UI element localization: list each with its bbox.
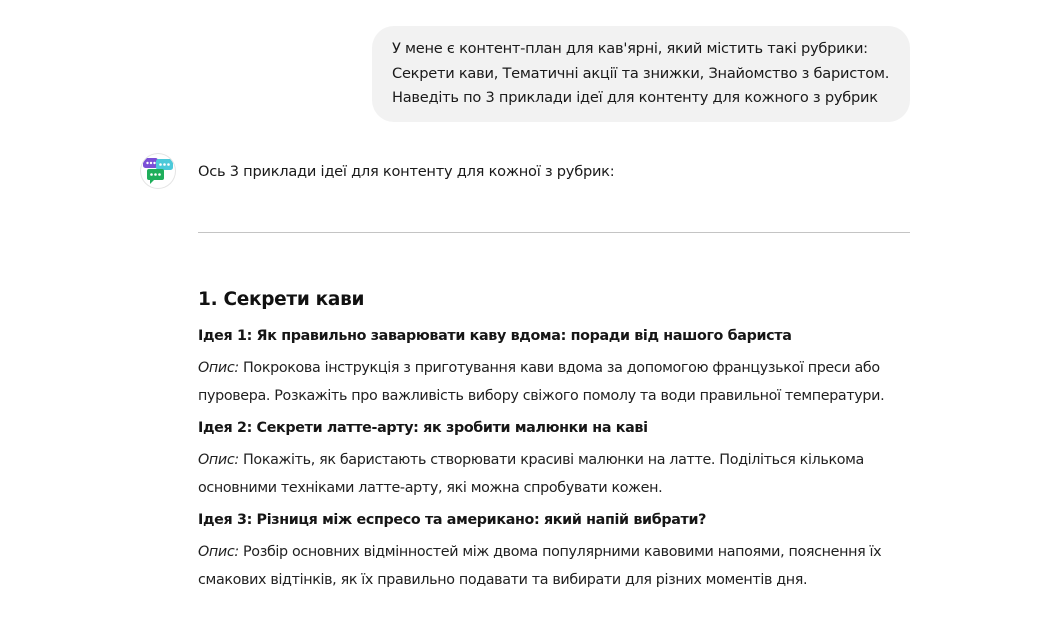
idea-item (198, 326, 910, 410)
idea-description (198, 446, 910, 502)
user-message-line: У мене є контент-план для кав'ярні, який містить такі рубрики: (392, 40, 868, 57)
assistant-intro: Ось 3 приклади ідеї для контенту для кожної з рубрик: (198, 163, 615, 180)
description-text: Покрокова інструкція з приготування кави вдома за допомогою французької преси або (238, 360, 880, 376)
description-text: основними техніками латте-арту, які можна спробувати кожен. (198, 480, 663, 496)
divider (198, 232, 910, 233)
description-label: Опис: (198, 452, 239, 468)
section-title: 1. Секрети кави (198, 289, 365, 310)
description-text: пуровера. Розкажіть про важливість вибору свіжого помолу та води правильної температури. (198, 388, 885, 404)
idea-description (198, 538, 910, 594)
description-text: смакових відтінків, як їх правильно подавати та вибирати для різних моментів дня. (198, 572, 808, 588)
idea-item (198, 510, 910, 594)
description-text: Покажіть, як баристають створювати красиві малюнки на латте. Поділіться кількома (238, 452, 864, 468)
assistant-avatar (141, 154, 175, 188)
description-text: Розбір основних відмінностей між двома популярними кавовими напоями, пояснення їх (238, 544, 882, 560)
description-label: Опис: (198, 360, 239, 376)
idea-description (198, 354, 910, 410)
user-message-line: Наведіть по 3 приклади ідеї для контенту для кожного з рубрик (392, 89, 878, 106)
idea-title: Ідея 1: Як правильно заварювати каву вдома: поради від нашого бариста (198, 328, 792, 344)
idea-title: Ідея 3: Різниця між еспресо та американо: який напій вибрати? (198, 512, 707, 528)
description-label: Опис: (198, 544, 239, 560)
user-message-row (372, 26, 910, 122)
idea-item (198, 418, 910, 502)
chat-bubbles-icon (141, 154, 175, 188)
user-message-line: Секрети кави, Тематичні акції та знижки, Знайомство з баристом. (392, 64, 890, 82)
idea-title: Ідея 2: Секрети латте-арту: як зробити малюнки на каві (198, 420, 648, 436)
user-message-bubble (372, 26, 910, 122)
